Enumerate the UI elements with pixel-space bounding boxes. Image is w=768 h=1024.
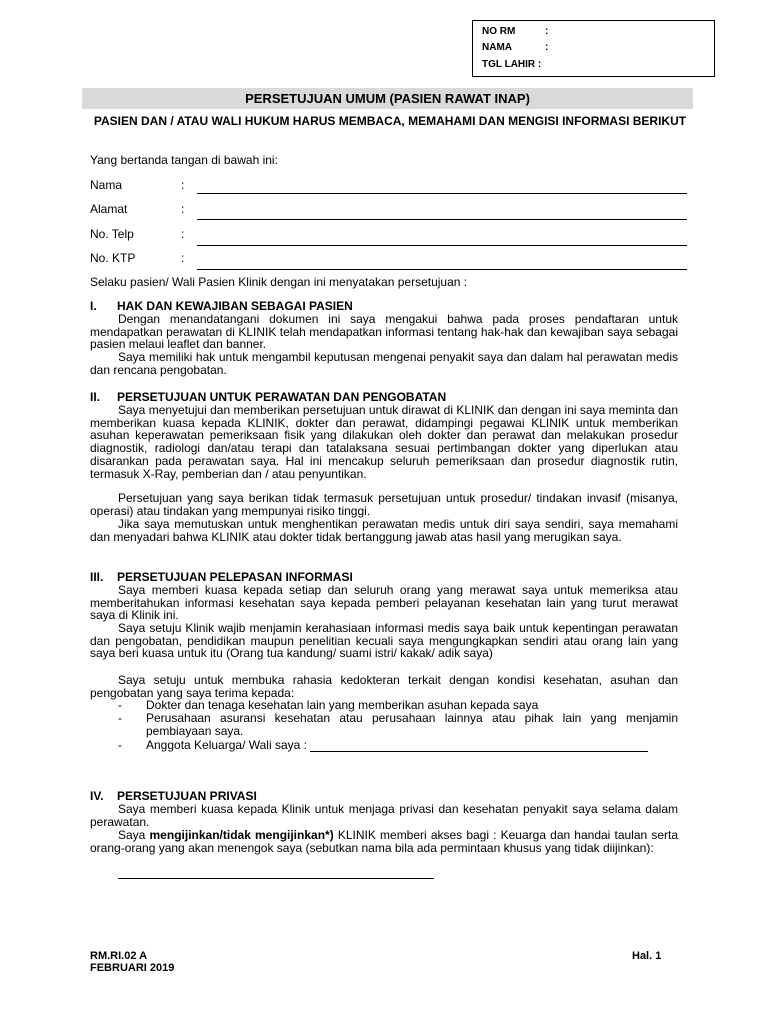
field-colon: : [181,251,185,265]
consent-choice: mengijinkan/tidak mengijinkan*) [149,828,334,842]
section-4-paragraph-1: Saya memberi kuasa kepada Klinik untuk menjaga privasi dan kesehatan penyakit saya selama dalam perawatan. [90,802,678,829]
section-number: IV. [90,789,104,803]
section-3-paragraph-1: Saya memberi kuasa kepada setiap dan seluruh orang yang merawat saya untuk memeriksa atau memberitahukan informasi kesehatan saya kepada pemberi pelayanan kesehatan lain yang turut merawat saya di Klinik ini. [90,583,678,623]
alamat-input-line[interactable] [197,219,687,220]
id-label: TGL LAHIR : [482,59,542,70]
field-colon: : [181,178,185,192]
section-3-paragraph-2: Saya setuju Klinik wajib menjamin kerahasiaan informasi medis saya baik untuk kepentingan perawatan dan pengobatan, pendidikan maupun penelitian kecuali saya mengungkapkan sendiri atau orang lain yang saya beri kuasa untuk itu (Orang tua kandung/ suami istri/ kakak/ adik saya) [90,621,678,661]
section-4-heading [90,789,257,803]
privacy-input-line[interactable] [118,878,434,879]
id-label: NO RM [482,26,516,37]
ktp-input-line[interactable] [197,269,687,270]
section-2-paragraph-2: Persetujuan yang saya berikan tidak termasuk persetujuan untuk prosedur/ tindakan invasif (misanya, operasi) atau tindakan yang mempunyai risiko tinggi. [90,491,678,518]
telp-input-line[interactable] [197,245,687,246]
form-date: FEBRUARI 2019 [90,962,175,974]
section-1-heading [90,299,353,313]
list-item: - Anggota Keluarga/ Wali saya : [118,739,648,752]
id-row-no-rm [482,26,548,37]
section-3-paragraph-3: Saya setuju untuk membuka rahasia kedokteran terkait dengan kondisi kesehatan, asuhan dan pengobatan yang saya terima kepada: [90,673,678,700]
section-2-paragraph-3: Jika saya memutuskan untuk menghentikan perawatan medis untuk diri saya sendiri, saya memahami dan menyadari bahwa KLINIK atau dokter tidak bertanggung jawab atas hasil yang merugikan saya. [90,517,678,544]
id-row-tgl-lahir [482,59,545,70]
wali-input-line[interactable] [310,740,648,752]
section-1-paragraph-1: Dengan menandatangani dokumen ini saya mengakui bahwa pada proses pendaftaran untuk mendapatkan perawatan di KLINIK telah mendapatkan informasi tentang hak-hak dan kewajiban saya sebagai pasien melaui leaflet dan banner. [90,312,678,352]
section-number: III. [90,570,104,584]
id-colon: : [545,42,549,53]
section-4-paragraph-2: Saya mengijinkan/tidak mengijinkan*) KLINIK memberi akses bagi : Keuarga dan handai taulan serta orang-orang yang akan menengok saya (sebutkan nama bila ada permintaan khusus yang tidak diijinkan): [90,828,679,855]
form-code: RM.RI.02 A [90,950,148,962]
form-subtitle: PASIEN DAN / ATAU WALI HUKUM HARUS MEMBACA, MEMAHAMI DAN MENGISI INFORMASI BERIKUT [93,114,687,128]
section-number: I. [90,299,97,313]
field-label-nama: Nama [90,178,123,192]
section-1-paragraph-2: Saya memiliki hak untuk mengambil keputusan mengenai penyakit saya dan dalam hal perawatan medis dan rencana pengobatan. [90,350,678,377]
section-3-heading [90,570,353,584]
field-label-ktp: No. KTP [90,251,136,265]
form-title: PERSETUJUAN UMUM (PASIEN RAWAT INAP) [82,88,693,109]
id-label: NAMA [482,42,512,53]
field-label-alamat: Alamat [90,202,128,216]
list-item: - Perusahaan asuransi kesehatan atau perusahaan lainnya atau pihak lain yang menjamin pembiayaan saya. [118,711,678,738]
list-item: - Dokter dan tenaga kesehatan lain yang memberikan asuhan kepada saya [118,698,539,712]
id-row-nama [482,42,548,53]
patient-id-box [472,20,715,77]
field-label-telp: No. Telp [90,227,134,241]
section-2-heading [90,390,446,404]
id-colon: : [545,26,549,37]
statement-text: Selaku pasien/ Wali Pasien Klinik dengan ini menyatakan persetujuan : [90,275,468,289]
section-title: PERSETUJUAN UNTUK PERAWATAN DAN PENGOBATAN [117,390,447,404]
section-title: PERSETUJUAN PRIVASI [117,789,257,803]
intro-text: Yang bertanda tangan di bawah ini: [90,153,278,167]
section-title: HAK DAN KEWAJIBAN SEBAGAI PASIEN [117,299,353,313]
nama-input-line[interactable] [197,193,687,194]
field-colon: : [181,227,185,241]
field-colon: : [181,202,185,216]
section-number: II. [90,390,101,404]
section-2-paragraph-1: Saya menyetujui dan memberikan persetujuan untuk dirawat di KLINIK dan dengan ini saya meminta dan memberikan kuasa kepada KLINIK, dokter dan perawat, didampingi pegawai KLINIK untuk memberikan asuhan keperawatan pemeriksaan fisik yang dilakukan oleh dokter dan perawat dan melakukan prosedur diagnostik, radiologi dan/atau terapi dan tatalaksana sesuai pertimbangan dokter yang diperlukan atau disarankan pada perawatan saya. Hal ini mencakup seluruh pemeriksaan dan prosedur diagnostik rutin, termasuk X-Ray, pemberian dan / atau penyuntikan. [90,403,678,481]
section-title: PERSETUJUAN PELEPASAN INFORMASI [117,570,353,584]
page-number: Hal. 1 [632,950,662,962]
